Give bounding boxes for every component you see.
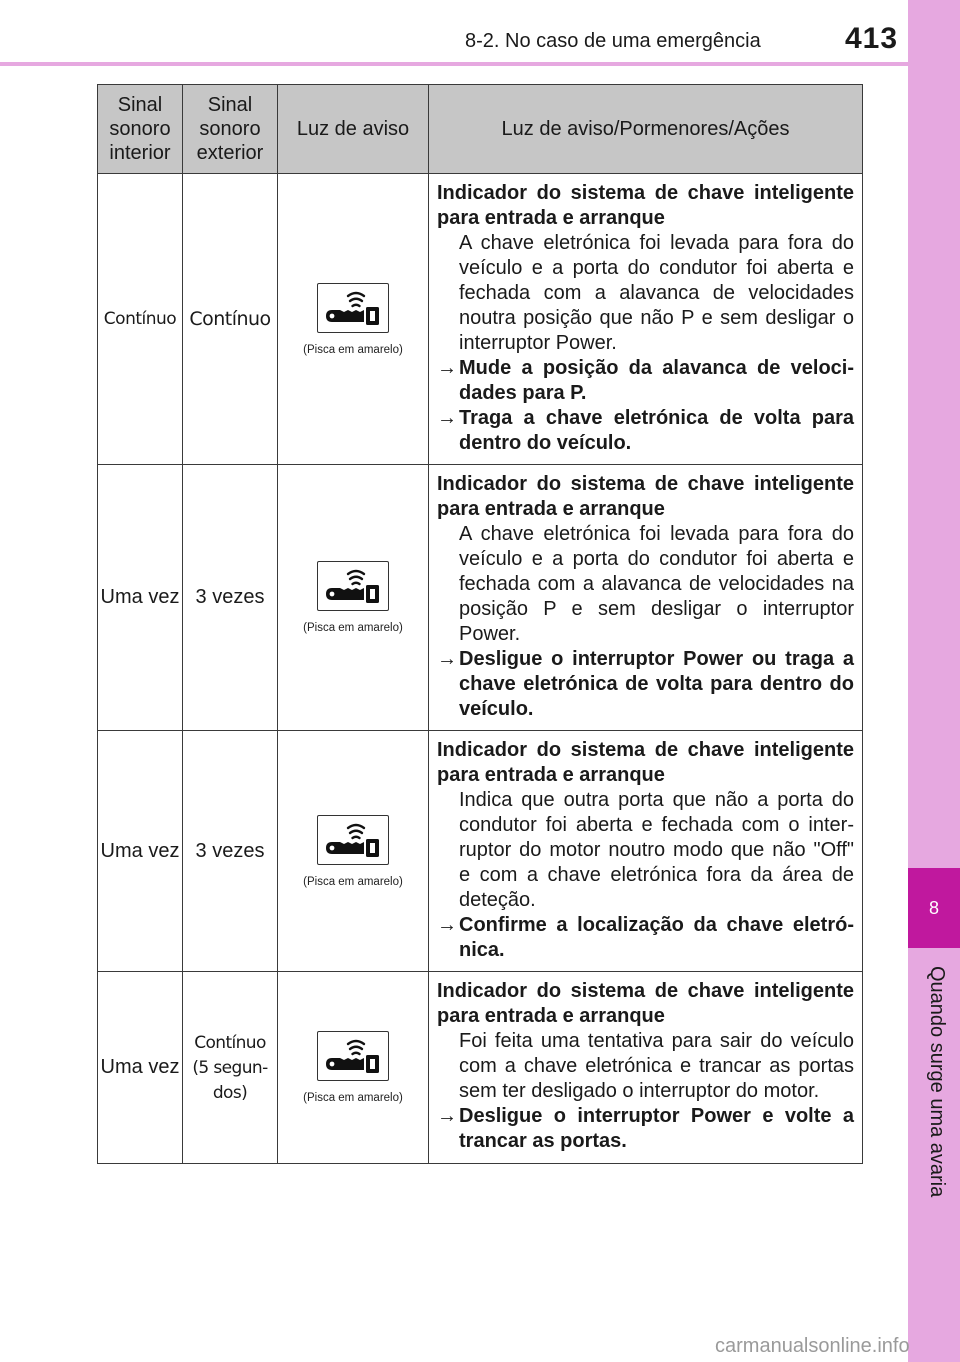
exterior-buzzer-value: Contínuo <box>189 307 271 330</box>
action-text: Desligue o interruptor Power e volte a trancar as portas. <box>459 1105 854 1152</box>
exterior-buzzer-value: Contínuo (5 segun-dos) <box>192 1033 268 1103</box>
smart-key-warning-icon <box>317 561 389 611</box>
warning-light-cell <box>278 465 429 731</box>
interior-buzzer-value: Contínuo <box>103 309 177 329</box>
action-item <box>437 356 854 406</box>
warning-light-cell <box>278 972 429 1164</box>
warning-light-cell <box>278 174 429 465</box>
table-row <box>98 731 863 972</box>
interior-buzzer-cell <box>98 972 183 1164</box>
exterior-buzzer-cell <box>183 972 278 1164</box>
detail-description: Foi feita uma tentativa para sair do veículo com a chave eletrónica e trancar as portas sem ter desligado o interruptor do motor. <box>459 1030 854 1102</box>
header-divider <box>0 62 908 66</box>
chapter-number: 8 <box>908 868 960 948</box>
header-details: Luz de aviso/Pormenores/Ações <box>429 85 863 174</box>
interior-buzzer-value: Uma vez <box>100 586 180 608</box>
detail-description: A chave eletrónica foi levada para fora do veículo e a porta do condutor foi aberta e fechada com a alavanca de velocidades noutra posição que não P e sem desligar o interruptor Power. <box>459 232 854 354</box>
header-warning-light: Luz de aviso <box>278 85 429 174</box>
exterior-buzzer-value: 3 vezes <box>195 839 265 862</box>
detail-title: Indicador do sistema de chave inteligente para entrada e arranque <box>437 182 854 229</box>
detail-title: Indicador do sistema de chave inteligente para entrada e arranque <box>437 473 854 520</box>
detail-description: Indica que outra porta que não a porta do condutor foi aberta e fechada com o inter-ruptor do motor noutro modo que não "Off" e com a chave eletrónica fora da área de deteção. <box>459 789 854 911</box>
interior-buzzer-cell <box>98 731 183 972</box>
detail-title: Indicador do sistema de chave inteligente para entrada e arranque <box>437 739 854 786</box>
exterior-buzzer-value: 3 vezes <box>195 586 265 608</box>
watermark: carmanualsonline.info <box>715 1335 910 1357</box>
page-number: 413 <box>845 22 899 55</box>
interior-buzzer-cell <box>98 465 183 731</box>
action-item <box>437 913 854 963</box>
arrow-right-icon: → <box>437 648 457 670</box>
details-cell <box>429 174 863 465</box>
action-item <box>437 647 854 722</box>
action-text: Confirme a localização da chave eletró-nica. <box>459 914 854 961</box>
action-item <box>437 406 854 456</box>
arrow-right-icon: → <box>437 914 457 936</box>
table-row <box>98 972 863 1164</box>
interior-buzzer-cell <box>98 174 183 465</box>
icon-caption: (Pisca em amarelo) <box>303 343 403 356</box>
smart-key-warning-icon <box>317 283 389 333</box>
icon-caption: (Pisca em amarelo) <box>303 622 403 634</box>
warning-light-cell <box>278 731 429 972</box>
table-row <box>98 174 863 465</box>
warning-table <box>97 84 863 1164</box>
exterior-buzzer-cell <box>183 731 278 972</box>
section-title: 8-2. No caso de uma emergência <box>465 30 761 52</box>
details-cell <box>429 465 863 731</box>
icon-caption: (Pisca em amarelo) <box>303 875 403 888</box>
details-cell <box>429 972 863 1164</box>
smart-key-warning-icon <box>317 815 389 865</box>
arrow-right-icon: → <box>437 357 457 379</box>
header-exterior-buzzer: Sinal sonoro exterior <box>183 85 278 174</box>
detail-description: A chave eletrónica foi levada para fora do veículo e a porta do condutor foi aberta e fechada com a alavanca de velocidades na posição P e sem desligar o interruptor Power. <box>459 523 854 645</box>
arrow-right-icon: → <box>437 407 457 429</box>
interior-buzzer-value: Uma vez <box>100 839 180 862</box>
table-row <box>98 465 863 731</box>
detail-title: Indicador do sistema de chave inteligente para entrada e arranque <box>437 980 854 1027</box>
details-cell <box>429 731 863 972</box>
chapter-side-tab <box>908 0 960 1362</box>
action-text: Desligue o interruptor Power ou traga a chave eletrónica de volta para dentro do veículo. <box>459 648 854 720</box>
action-item <box>437 1104 854 1154</box>
arrow-right-icon: → <box>437 1105 457 1127</box>
smart-key-warning-icon <box>317 1031 389 1081</box>
exterior-buzzer-cell <box>183 174 278 465</box>
action-text: Traga a chave eletrónica de volta para dentro do veículo. <box>459 407 854 454</box>
interior-buzzer-value: Uma vez <box>100 1056 180 1078</box>
exterior-buzzer-cell <box>183 465 278 731</box>
icon-caption: (Pisca em amarelo) <box>303 1092 403 1104</box>
header-interior-buzzer: Sinal sonoro interior <box>98 85 183 174</box>
action-text: Mude a posição da alavanca de veloci-dades para P. <box>459 357 854 404</box>
chapter-label: Quando surge uma avaria <box>926 966 948 1198</box>
table-header-row <box>98 85 863 174</box>
